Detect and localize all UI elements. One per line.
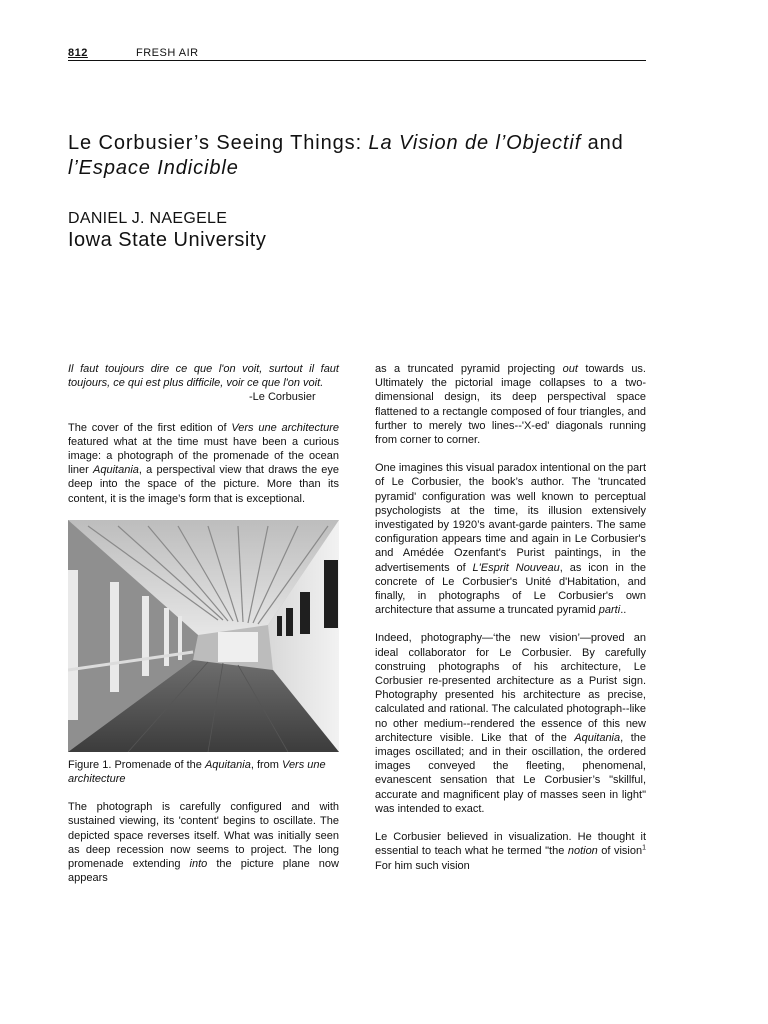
paragraph: as a truncated pyramid projecting out towards us. Ultimately the pictorial image collapses to a two-dimensional design, its deep perspectival space flattened to a rectangle composed of four triangles, and further to merely two lines--'X-ed' diagonals running from corner to corner. [375, 363, 646, 447]
article-title [68, 131, 628, 181]
title-part-2: La Vision de l’Objectif [368, 132, 582, 154]
paragraph: The cover of the first edition of Vers une architecture featured what at the time must have been a curious image: a photograph of the promenade of the ocean liner Aquitania, a perspectival view that draws the eye deep into the space of the picture. More than its content, it is the image’s form that is exceptional. [68, 421, 340, 505]
paragraph: Le Corbusier believed in visualization. He thought it essential to teach what he termed "the notion of vision$^1$ For him such vision [375, 831, 646, 872]
paragraph: The photograph is carefully configured and with sustained viewing, its 'content' begins to oscillate. The depicted space reverses itself. What was initially seen as deep recession now seems to project. The long promenade extending into the picture plane now appears [68, 801, 339, 885]
title-part-4: l’Espace Indicible [68, 157, 239, 179]
author-name: DANIEL J. NAEGELE [68, 210, 228, 227]
figure-aquitania-promenade [68, 520, 339, 752]
epigraph-attribution: -Le Corbusier [249, 391, 316, 404]
right-column [375, 362, 646, 887]
title-part-3: and [581, 132, 624, 154]
author-affiliation: Iowa State University [68, 229, 267, 251]
left-column [68, 362, 339, 899]
promenade-photo [68, 520, 339, 752]
running-title: FRESH AIR [136, 47, 199, 59]
page-number: 812 [68, 47, 88, 59]
paragraph: Indeed, photography—‘the new vision’—proved an ideal collaborator for Le Corbusier. By carefully construing photographs of his architecture, Le Corbusier re-presented architecture as a Purist sign. Photography presented his architecture as precise, calculated and rational. The calculated photograph--like no other medium--rendered the essence of this new architecture visible. Like that of the Aquitania, the images oscillated; and in their oscillation, the ordered images conveyed the fleeting, phenomenal, evanescent sensation that Le Corbusier’s "skillful, accurate and magnificent play of masses seen in light" was intended to exact. [375, 632, 646, 815]
footnote-marker[interactable]: 1 [642, 844, 646, 852]
title-part-1: Le Corbusier’s Seeing Things: [68, 132, 369, 154]
running-header [68, 46, 646, 61]
figure-caption: Figure 1. Promenade of the Aquitania, from Vers une architecture [68, 758, 326, 786]
paragraph: One imagines this visual paradox intentional on the part of Le Corbusier, the book’s author. The 'truncated pyramid' configuration was well known to perceptual psychologists at the time, its illusion extensively investigated by 1920’s avant-garde painters. The same configuration appears time and again in Le Corbusier's and Amédée Ozenfant's Purist paintings, in the advertisements of L'Esprit Nouveau, as icon in the concrete of Le Corbusier's Unité d'Habitation, and finally, in photographs of Le Corbusier's own architecture that assume a truncated pyramid parti.. [375, 462, 646, 617]
epigraph-text: Il faut toujours dire ce que l'on voit, surtout il faut toujours, ce qui est plus difficile, voir ce que l'on voit. [68, 363, 339, 390]
